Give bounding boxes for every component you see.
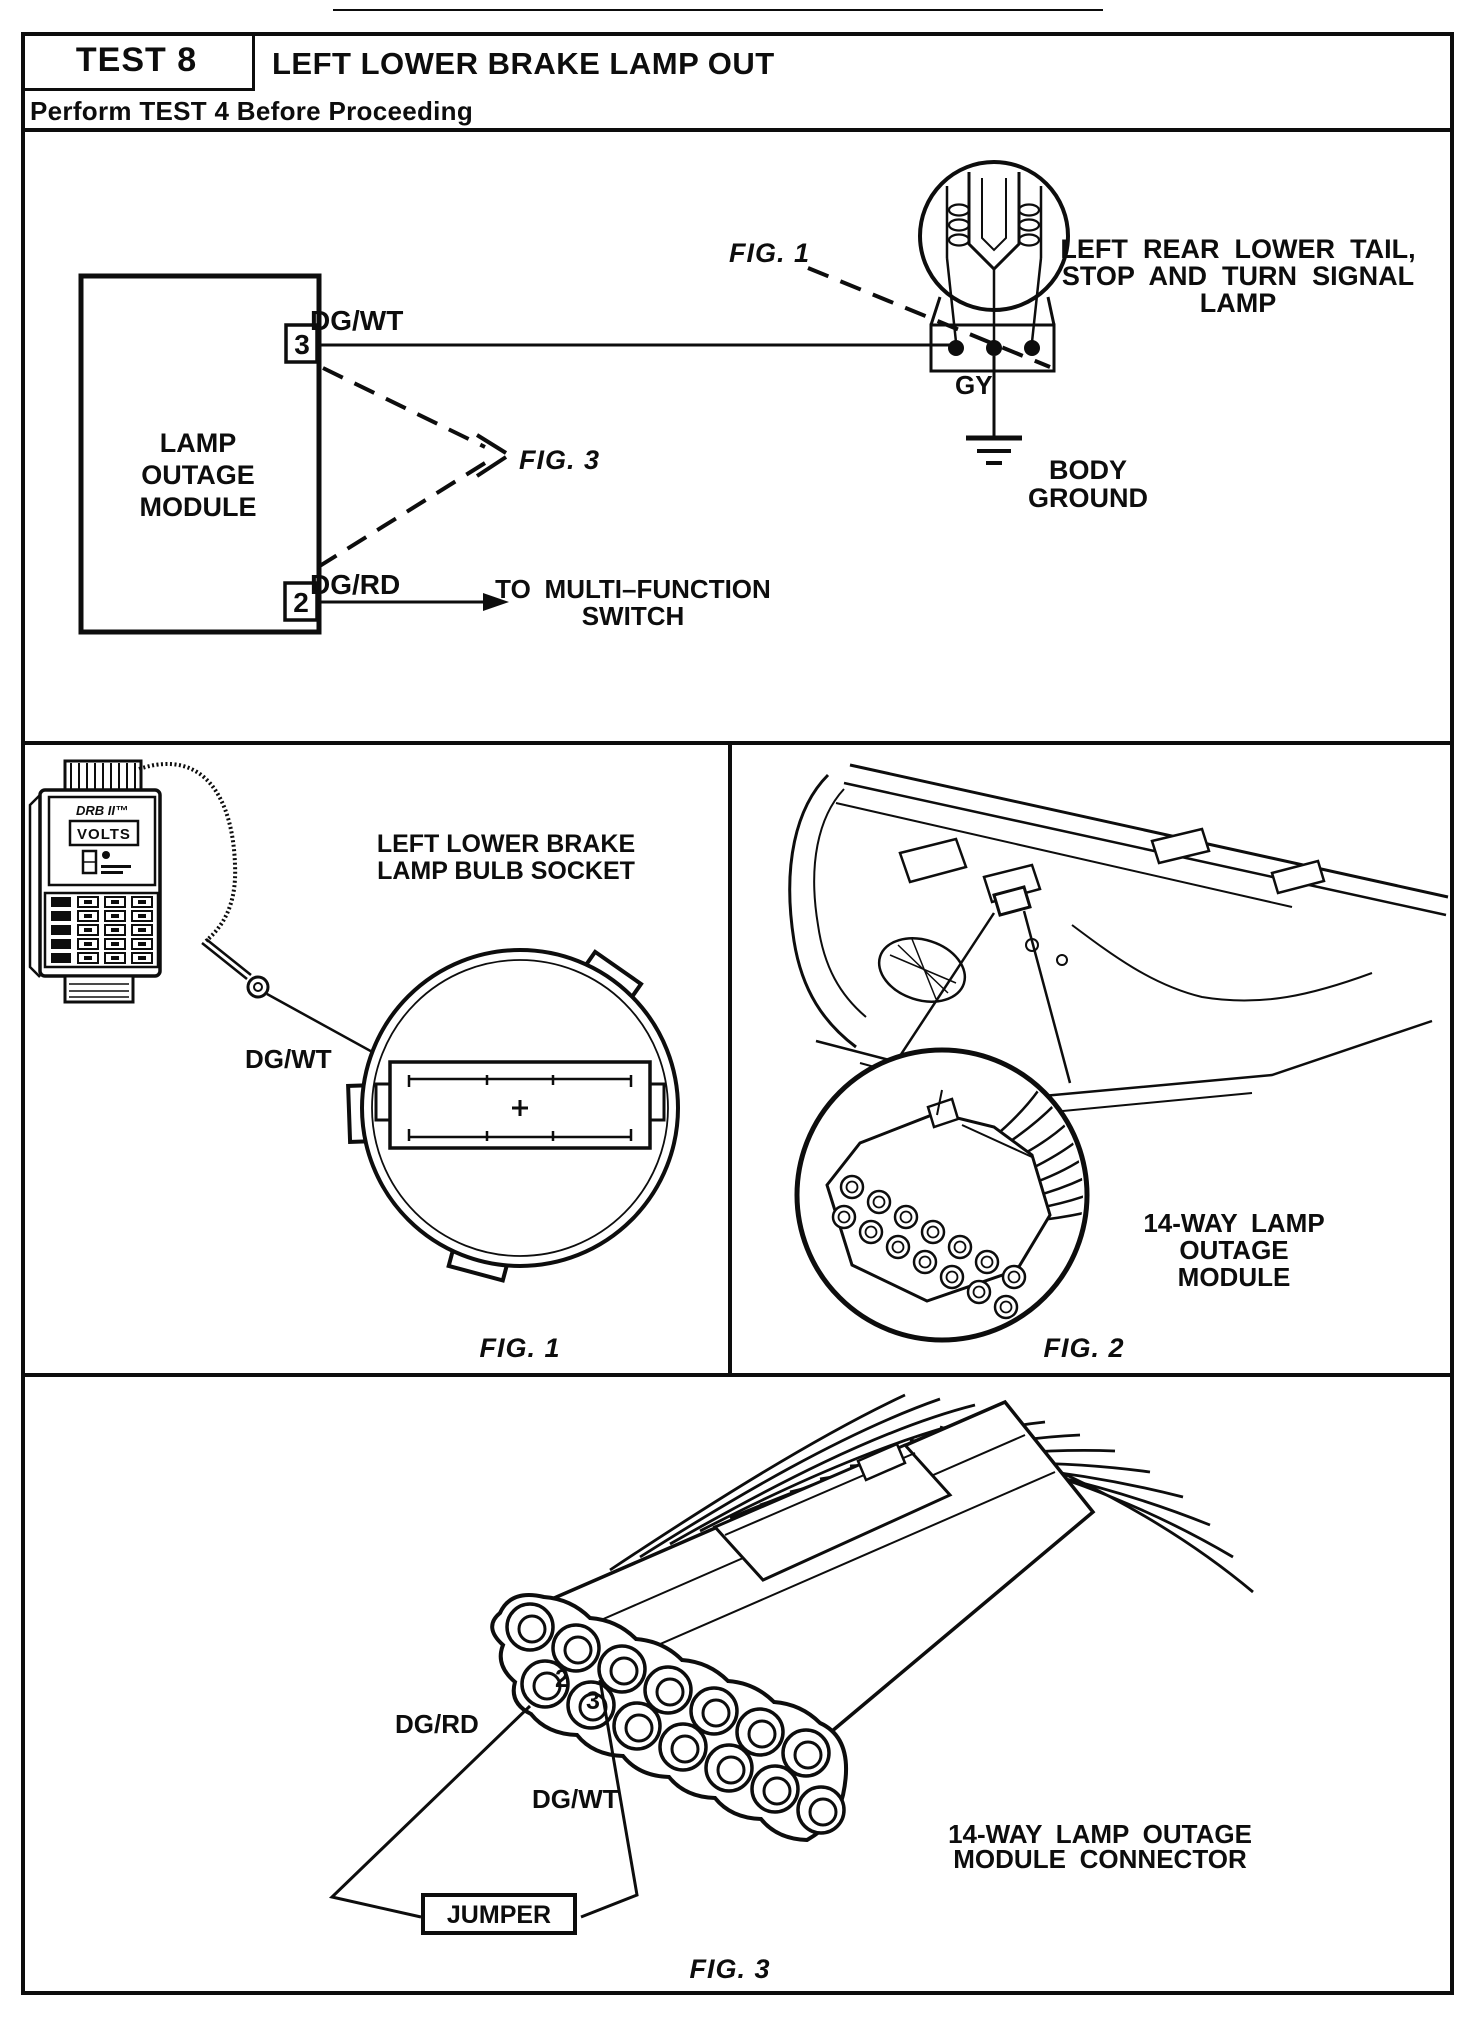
ground-label-line2: GROUND: [1028, 483, 1148, 513]
mfs-label-line1: TO MULTI–FUNCTION: [495, 574, 771, 604]
jumper-label: JUMPER: [446, 1901, 552, 1929]
tool-brand-label: DRB II™: [76, 803, 128, 818]
wiring-diagram: [25, 132, 1450, 740]
fig2-module-label-line2: OUTAGE: [1179, 1235, 1289, 1265]
ground-label-line1: BODY: [1048, 455, 1128, 485]
fig3-panel: [25, 1377, 1450, 1989]
bulb-socket-drawing: [348, 950, 678, 1280]
fig3-chevron: [477, 435, 506, 476]
probe-collar: [248, 977, 268, 997]
tool-fine-print-2: [101, 871, 123, 874]
fig3-connector-label-line2: MODULE CONNECTOR: [953, 1844, 1247, 1874]
scan-artifact-line: [333, 9, 1103, 11]
dgwt-wire-label: DG/WT: [310, 305, 404, 336]
module-label-line2: OUTAGE: [141, 460, 255, 490]
drb2-scan-tool: [30, 761, 160, 1002]
test-number-box: [21, 32, 255, 91]
lamp-label-line3: LAMP: [1199, 288, 1277, 318]
fig3-dash-upper: [323, 368, 485, 447]
lamp-outage-module: [81, 276, 319, 632]
ground-symbol: [966, 438, 1022, 463]
fig2-module-label-line3: MODULE: [1177, 1262, 1291, 1292]
module-label-line1: LAMP: [159, 428, 237, 458]
fig2-module-label-line1: 14-WAY LAMP: [1143, 1208, 1325, 1238]
fig3-dgwt-label: DG/WT: [532, 1784, 619, 1814]
fig1-reference-label: FIG. 1: [729, 238, 811, 268]
mfs-label-line2: SWITCH: [581, 601, 685, 631]
tool-fine-print-1: [101, 865, 131, 868]
probe-shaft-2: [202, 943, 247, 979]
page-title: LEFT LOWER BRAKE LAMP OUT: [272, 46, 775, 81]
tail-lamp-bulb: [920, 162, 1068, 371]
callout-line-right: [1024, 911, 1070, 1083]
test-number: TEST 8: [75, 40, 198, 79]
fig2-caption: FIG. 2: [1043, 1333, 1125, 1363]
gy-wire-label: GY: [955, 370, 993, 400]
lamp-label-line2: STOP AND TURN SIGNAL: [1061, 261, 1415, 291]
fig3-pin3-number: 3: [586, 1687, 600, 1715]
socket-label-line2: LAMP BULB SOCKET: [377, 857, 635, 885]
module-label-line3: MODULE: [139, 492, 257, 522]
page-subtitle: Perform TEST 4 Before Proceeding: [30, 96, 474, 126]
fig1-caption: FIG. 1: [479, 1333, 561, 1363]
fig1-dgwt-label: DG/WT: [245, 1044, 332, 1074]
lamp-label-line1: LEFT REAR LOWER TAIL,: [1060, 234, 1416, 264]
terminal-2: [986, 340, 1002, 356]
fig3-dgrd-label: DG/RD: [395, 1709, 479, 1739]
fig3-caption: FIG. 3: [689, 1954, 771, 1984]
fig1-panel: [25, 745, 728, 1373]
lamp-callout-text: [1060, 234, 1415, 318]
dgwt-circuit: [310, 305, 951, 345]
socket-label-line1: LEFT LOWER BRAKE: [376, 830, 636, 858]
dgrd-circuit: [310, 569, 771, 631]
fig2-panel: [732, 745, 1450, 1373]
fig3-connector-label-line1: 14-WAY LAMP OUTAGE: [948, 1819, 1252, 1849]
fig3-reference-label: FIG. 3: [519, 445, 601, 475]
terminal-1: [948, 340, 964, 356]
dgrd-wire-label: DG/RD: [310, 569, 401, 600]
tool-bottom-connector: [65, 976, 133, 1002]
tool-led-icon: [102, 851, 110, 859]
fig3-reference: [310, 368, 600, 572]
tool-display-reading: VOLTS: [77, 826, 131, 843]
probe-shaft-1: [206, 939, 251, 975]
terminal-3: [1024, 340, 1040, 356]
pin-2-number: 2: [293, 587, 309, 618]
keypad-col-dark: [51, 897, 71, 963]
fig3-dash-lower: [310, 463, 485, 572]
pin-3-number: 3: [294, 329, 310, 360]
ground-circuit: [955, 356, 1148, 513]
fig3-pin2-number: 2: [555, 1665, 569, 1693]
